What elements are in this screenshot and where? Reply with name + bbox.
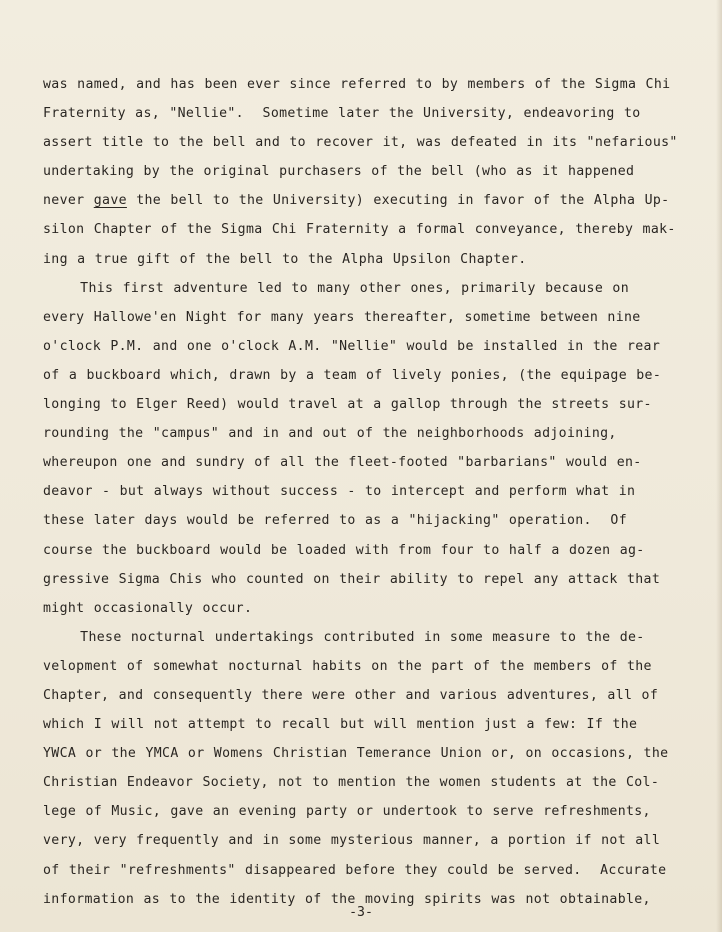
text-line: of their "refreshments" disappeared before they could be served. Accurate — [43, 862, 667, 878]
text-line: of a buckboard which, drawn by a team of lively ponies, (the equipage be- — [43, 367, 662, 383]
text-line: longing to Elger Reed) would travel at a gallop through the streets sur- — [43, 397, 652, 413]
text-line: YWCA or the YMCA or Womens Christian Temerance Union or, on occasions, the — [43, 746, 669, 762]
text-line: These nocturnal undertakings contributed in some measure to the de- — [43, 629, 645, 645]
text-line: deavor - but always without success - to intercept and perform what in — [43, 484, 636, 500]
text-line: might occasionally occur. — [43, 600, 253, 616]
text-line: course the buckboard would be loaded with from four to half a dozen ag- — [43, 542, 645, 558]
line-gap — [127, 193, 136, 208]
line-rest: the bell to the University) executing in favor of the Alpha Up- — [136, 193, 670, 209]
underlined-word: gave — [93, 193, 127, 209]
page-number: -3- — [349, 905, 373, 920]
body-text — [43, 70, 693, 914]
text-line: velopment of somewhat nocturnal habits on the part of the members of the — [43, 658, 652, 674]
text-line: ing a true gift of the bell to the Alpha Upsilon Chapter. — [43, 251, 527, 267]
text-line: o'clock P.M. and one o'clock A.M. "Nellie" would be installed in the rear — [43, 338, 661, 354]
text-line: which I will not attempt to recall but will mention just a few: If the — [43, 717, 638, 733]
text-line: Chapter, and consequently there were other and various adventures, all of — [43, 687, 659, 703]
line-prefix: never — [43, 193, 94, 209]
text-line: these later days would be referred to as a "hijacking" operation. Of — [43, 513, 627, 529]
text-line: information as to the identity of the moving spirits was not obtainable, — [43, 891, 651, 907]
text-line: was named, and has been ever since referred to by members of the Sigma Chi — [43, 77, 671, 92]
text-line: undertaking by the original purchasers of the bell (who as it happened — [43, 164, 635, 180]
text-line: Christian Endeavor Society, not to mention the women students at the Col- — [43, 775, 660, 791]
text-line: every Hallowe'en Night for many years thereafter, sometime between nine — [43, 309, 641, 325]
text-line: lege of Music, gave an evening party or undertook to serve refreshments, — [43, 804, 651, 820]
text-line: very, very frequently and in some mysterious manner, a portion if not all — [43, 833, 661, 849]
text-line: whereupon one and sundry of all the fleet-footed "barbarians" would en- — [43, 455, 642, 471]
text-line-with-underline — [43, 186, 693, 215]
text-line: gressive Sigma Chis who counted on their ability to repel any attack that — [43, 571, 661, 587]
text-line: silon Chapter of the Sigma Chi Fraternity a formal conveyance, thereby mak- — [43, 222, 676, 238]
text-line: rounding the "campus" and in and out of the neighborhoods adjoining, — [43, 426, 617, 442]
text-line: This first adventure led to many other ones, primarily because on — [43, 280, 629, 296]
text-line: Fraternity as, "Nellie". Sometime later the University, endeavoring to — [43, 106, 641, 122]
page-edge-shadow — [716, 0, 722, 932]
text-line: assert title to the bell and to recover it, was defeated in its "nefarious" — [43, 135, 678, 151]
